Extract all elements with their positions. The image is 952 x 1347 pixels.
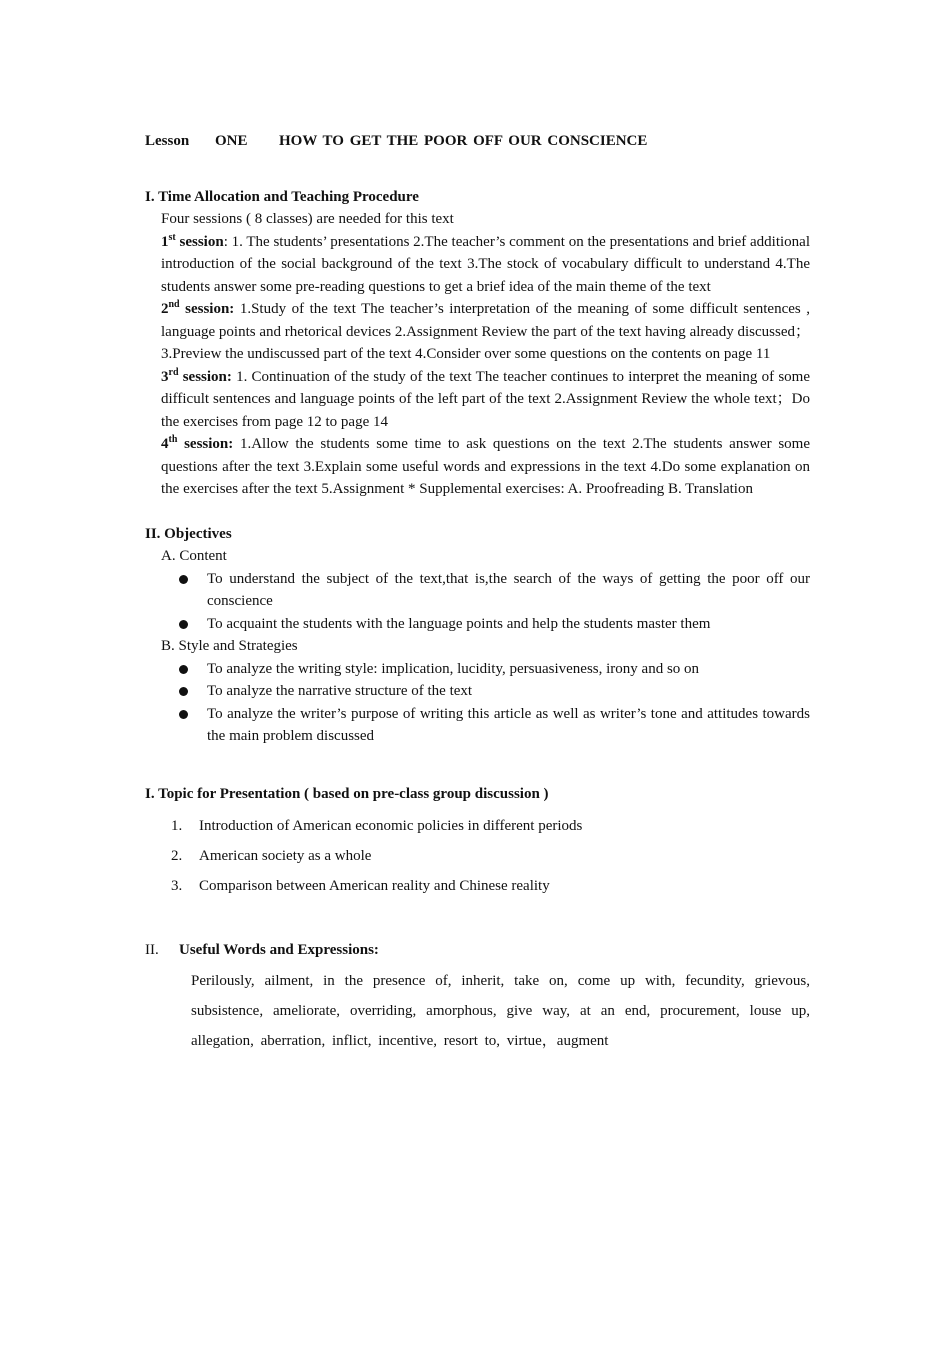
section-topic-heading: I. Topic for Presentation ( based on pre-class group discussion ): [145, 785, 549, 802]
objectives-content-list: [145, 568, 810, 636]
objectives-style-list: [145, 658, 810, 748]
session-3-label: session:: [178, 368, 232, 385]
session-1-text: 1. The students’ presentations 2.The teacher’s comment on the presentations and brief additional introduction of the social background of the text 3.The stock of vocabulary difficult to understand 4.The students answer some pre-reading questions to get a brief idea of the main theme of the text: [161, 233, 810, 295]
list-item-text: To analyze the writer’s purpose of writing this article as well as writer’s tone and attitudes towards the main problem discussed: [207, 705, 810, 744]
list-item: [207, 703, 810, 748]
list-item-text: Comparison between American reality and Chinese reality: [199, 878, 550, 894]
session-4: [161, 433, 810, 501]
title-number: ONE: [215, 133, 248, 149]
list-item-text: To analyze the narrative structure of the text: [207, 683, 473, 699]
section-useful-words-heading: [145, 939, 810, 962]
bullet-icon: [179, 710, 188, 719]
session-2-label: session:: [179, 301, 235, 317]
list-item-text: To analyze the writing style: implication, lucidity, persuasiveness, irony and so on: [207, 660, 700, 677]
section-number: II.: [145, 942, 159, 958]
list-item: [207, 568, 810, 613]
sessions-intro: Four sessions ( 8 classes) are needed for this text: [161, 211, 454, 227]
bullet-icon: [179, 687, 188, 696]
list-item-text: To understand the subject of the text,that is,the search of the ways of getting the poor off our conscience: [207, 570, 810, 609]
section-objectives-heading: II. Objectives: [145, 525, 232, 542]
list-item: [171, 841, 810, 871]
session-3-text: 1. Continuation of the study of the text The teacher continues to interpret the meaning of some difficult sentences and language points of the left part of the text 2.Assignment Review the whole text；Do the exercises from page 12 to page 14: [161, 368, 810, 430]
session-1-sep: :: [223, 233, 228, 250]
list-item-text: American society as a whole: [199, 848, 372, 864]
session-1-label: session: [175, 233, 224, 250]
list-item-number: 1.: [171, 818, 183, 834]
list-item-text: To acquaint the students with the language points and help the students master them: [207, 615, 711, 632]
session-4-text: 1.Allow the students some time to ask questions on the text 2.The students answer some questions after the text 3.Explain some useful words and expressions in the text 4.Do some explanation on the exercises after the text 5.Assignment * Supplemental exercises: A. Proofreading B. Translation: [161, 436, 810, 497]
session-3-sup: rd: [168, 366, 179, 378]
title-lesson: Lesson: [145, 133, 190, 149]
section-time-allocation-heading: I. Time Allocation and Teaching Procedure: [145, 188, 419, 205]
bullet-icon: [179, 665, 188, 674]
session-2-sup: nd: [168, 299, 180, 310]
objectives-style-label: B. Style and Strategies: [161, 638, 298, 654]
session-3-num: 3: [161, 368, 169, 385]
list-item: [207, 680, 810, 703]
list-item: [171, 871, 810, 901]
session-4-num: 4: [161, 436, 169, 452]
session-1-sup: st: [168, 231, 176, 243]
session-3: [161, 366, 810, 434]
bullet-icon: [179, 620, 188, 629]
title-text: HOW TO GET THE POOR OFF OUR CONSCIENCE: [279, 133, 648, 149]
list-item: [207, 613, 810, 636]
list-item-number: 3.: [171, 878, 183, 894]
list-item-text: Introduction of American economic policies in different periods: [199, 818, 583, 834]
session-1-num: 1: [161, 233, 169, 250]
list-item: [171, 811, 810, 841]
session-4-sup: th: [168, 434, 178, 445]
objectives-content-label: A. Content: [161, 548, 227, 564]
list-item: [207, 658, 810, 681]
section-title: Useful Words and Expressions:: [179, 942, 379, 958]
topic-list: [145, 811, 810, 901]
session-2-num: 2: [161, 301, 169, 317]
lesson-title: [145, 130, 810, 153]
section-time-allocation-body: [145, 208, 810, 501]
useful-words-list: Perilously, ailment, in the presence of, inherit, take on, come up with, fecundity, grievous, subsistence, ameliorate, overriding, amorphous, give way, at an end, procurement, louse up, allegation, aberration, inflict, incentive, resort to, virtue，augment: [191, 972, 810, 1049]
list-item-number: 2.: [171, 848, 183, 864]
session-4-label: session:: [177, 436, 234, 452]
document-page: [145, 130, 810, 1056]
session-1: [161, 231, 810, 299]
session-2: [161, 298, 810, 366]
session-2-text: 1.Study of the text The teacher’s interpretation of the meaning of some difficult sentences , language points and rhetorical devices 2.Assignment Review the part of the text having already discussed； 3.Preview the undiscussed part of the text 4.Consider over some questions on the contents on page 11: [161, 301, 810, 362]
bullet-icon: [179, 575, 188, 584]
